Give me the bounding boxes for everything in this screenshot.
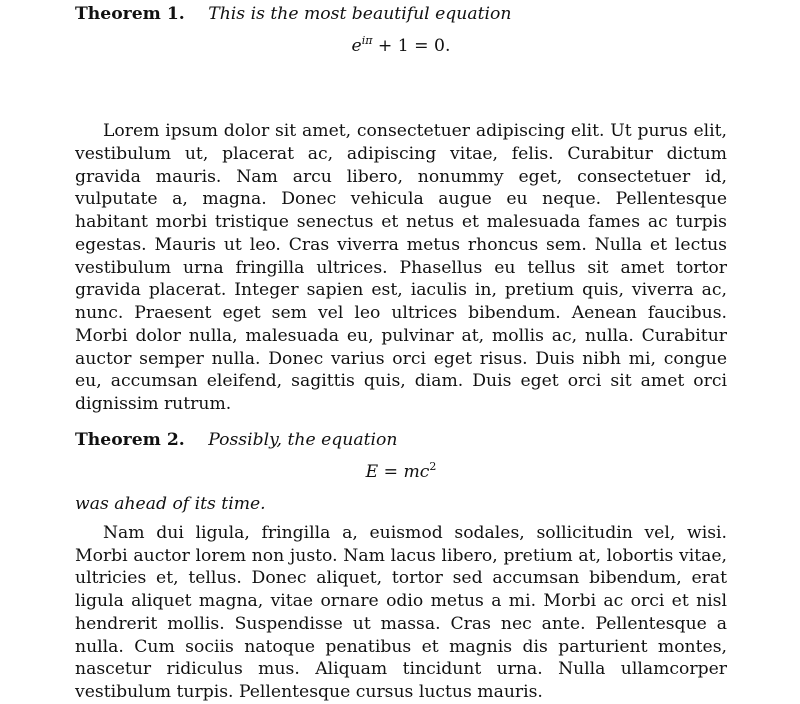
theorem-1-label: Theorem 1.	[75, 4, 185, 24]
equation-mass-energy	[75, 454, 727, 490]
paragraph-nam-dui: Nam dui ligula, fringilla a, euismod sodales, sollicitudin vel, wisi. Morbi auctor lorem non justo. Nam lacus libero, pretium at, lobortis vitae, ultricies et, tellus. Donec aliquet, tortor sed accumsan bibendum, erat ligula aliquet magna, vitae ornare odio metus a mi. Morbi ac orci et nisl hendrerit mollis. Suspendisse ut massa. Cras nec ante. Pellentesque a nulla. Cum sociis natoque penatibus et magnis dis parturient montes, nascetur ridiculus mus. Aliquam tincidunt urna. Nulla ullamcorper vestibulum turpis. Pellentesque cursus luctus mauris.	[75, 522, 727, 702]
euler-zero: 0.	[434, 36, 451, 56]
theorem-1	[75, 0, 727, 28]
euler-exponent: iπ	[361, 34, 373, 47]
paragraph-lorem-ipsum: Lorem ipsum dolor sit amet, consectetuer adipiscing elit. Ut purus elit, vestibulum ut, placerat ac, adipiscing vitae, felis. Curabitur dictum gravida mauris. Nam arcu libero, nonummy eget, consectetuer id, vulputate a, magna. Donec vehicula augue eu neque. Pellentesque habitant morbi tristique senectus et netus et malesuada fames ac turpis egestas. Mauris ut leo. Cras viverra metus rhoncus sem. Nulla et lectus vestibulum urna fringilla ultrices. Phasellus eu tellus sit amet tortor gravida placerat. Integer sapien est, iaculis in, pretium quis, viverra ac, nunc. Praesent eget sem vel leo ultrices bibendum. Aenean faucibus. Morbi dolor nulla, malesuada eu, pulvinar at, mollis ac, nulla. Curabitur auctor semper nulla. Donec varius orci eget risus. Duis nibh mi, congue eu, accumsan eleifend, sagittis quis, diam. Duis eget orci sit amet orci dignissim rutrum.	[75, 121, 727, 414]
spacer	[75, 416, 727, 426]
mass-energy-math	[365, 459, 437, 482]
theorem-2-statement: Possibly, the equation	[208, 429, 398, 450]
euler-base: e	[351, 36, 362, 56]
euler-equals: =	[408, 36, 435, 56]
theorem-2	[75, 426, 727, 454]
mass-light-speed: mc	[403, 461, 430, 482]
equation-euler	[75, 28, 727, 64]
spacer	[75, 64, 727, 120]
document-page	[75, 0, 727, 702]
euler-one: 1	[397, 36, 409, 56]
mass-energy-exponent: 2	[429, 459, 437, 473]
theorem-1-statement: This is the most beautiful equation	[208, 4, 512, 24]
mass-energy-equals: =	[378, 461, 404, 482]
theorem-2-label: Theorem 2.	[75, 429, 185, 450]
energy-symbol: E	[365, 461, 379, 482]
euler-equation-math	[352, 36, 451, 56]
theorem-2-continuation: was ahead of its time.	[75, 493, 266, 514]
euler-plus: +	[372, 36, 398, 56]
